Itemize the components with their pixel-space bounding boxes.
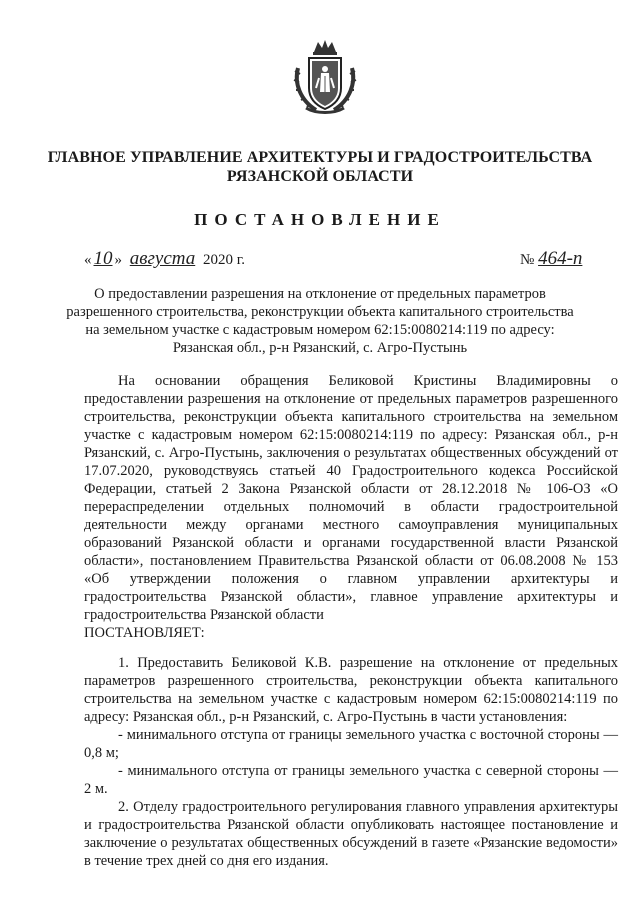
date-year: 2020 г. [202,252,245,268]
org-line-2: РЯЗАНСКОЙ ОБЛАСТИ [226,168,414,185]
subject-line: Рязанская обл., р-н Рязанский, с. Агро-Пустынь [172,340,468,356]
subject-line: на земельном участке с кадастровым номером 62:15:0080214:119 по адресу: [85,322,555,338]
number-prefix: № [520,252,535,268]
number-value-handwritten: 464-п [538,248,583,269]
decree-word: ПОСТАНОВЛЯЕТ: [84,625,205,641]
date-close-quote: » [114,252,122,268]
org-line-1: ГЛАВНОЕ УПРАВЛЕНИЕ АРХИТЕКТУРЫ И ГРАДОСТРОИТЕЛЬСТВА [47,149,593,166]
coat-of-arms-emblem [292,38,358,116]
document-date [84,248,245,270]
item-1-sub-1: - минимального отступа от границы земельного участка с восточной стороны — 0,8 м; [84,727,618,761]
decree-items [84,654,618,870]
organization-name [30,148,610,186]
preamble-paragraph: На основании обращения Беликовой Кристины Владимировны о предоставлении разрешения на отклонение от предельных параметров разрешенного строительства, реконструкции объекта капитального строительства на земельном участке с кадастровым номером 62:15:0080214:119 по адресу: Рязанская обл., р-н Рязанский, с. Агро-Пустынь, заключения о результатах общественных обсуждений от 17.07.2020, руководствуясь статьей 40 Градостроительного кодекса Российской Федерации, статьей 2 Закона Рязанской области от 28.12.2018 № 106-ОЗ «О перераспределении отдельных полномочий в области градостроительной деятельности между органами местного самоуправления муниципальных образований Рязанской области и органами государственной власти Рязанской области», постановлением Правительства Рязанской области от 06.08.2008 № 153 «Об утверждении положения о главном управлении архитектуры и градостроительства Рязанской области», главное управление архитектуры и градостроительства Рязанской области [84,373,618,623]
date-open-quote: « [84,252,92,268]
item-2: 2. Отделу градостроительного регулирования главного управления архитектуры и градостроительства Рязанской области опубликовать настоящее постановление и заключение о результатах общественных обсуждений в газете «Рязанские ведомости» в течение трех дней со дня его издания. [84,799,618,869]
item-1: 1. Предоставить Беликовой К.В. разрешение на отклонение от предельных параметров разрешенного строительства, реконструкции объекта капитального строительства на земельном участке с кадастровым номером 62:15:0080214:119 по адресу: Рязанская обл., р-н Рязанский, с. Агро-Пустынь в части установления: [84,655,618,725]
preamble-block [84,372,618,642]
document-type-heading: ПОСТАНОВЛЕНИЕ [194,210,446,229]
subject-line: О предоставлении разрешения на отклонение от предельных параметров [94,286,546,302]
document-subject [60,285,580,357]
item-1-sub-2: - минимального отступа от границы земельного участка с северной стороны — 2 м. [84,763,618,797]
subject-line: разрешенного строительства, реконструкции объекта капитального строительства [66,304,574,320]
date-day-handwritten: 10 [93,248,113,269]
date-month-handwritten: августа [129,248,196,269]
document-number [520,248,582,270]
